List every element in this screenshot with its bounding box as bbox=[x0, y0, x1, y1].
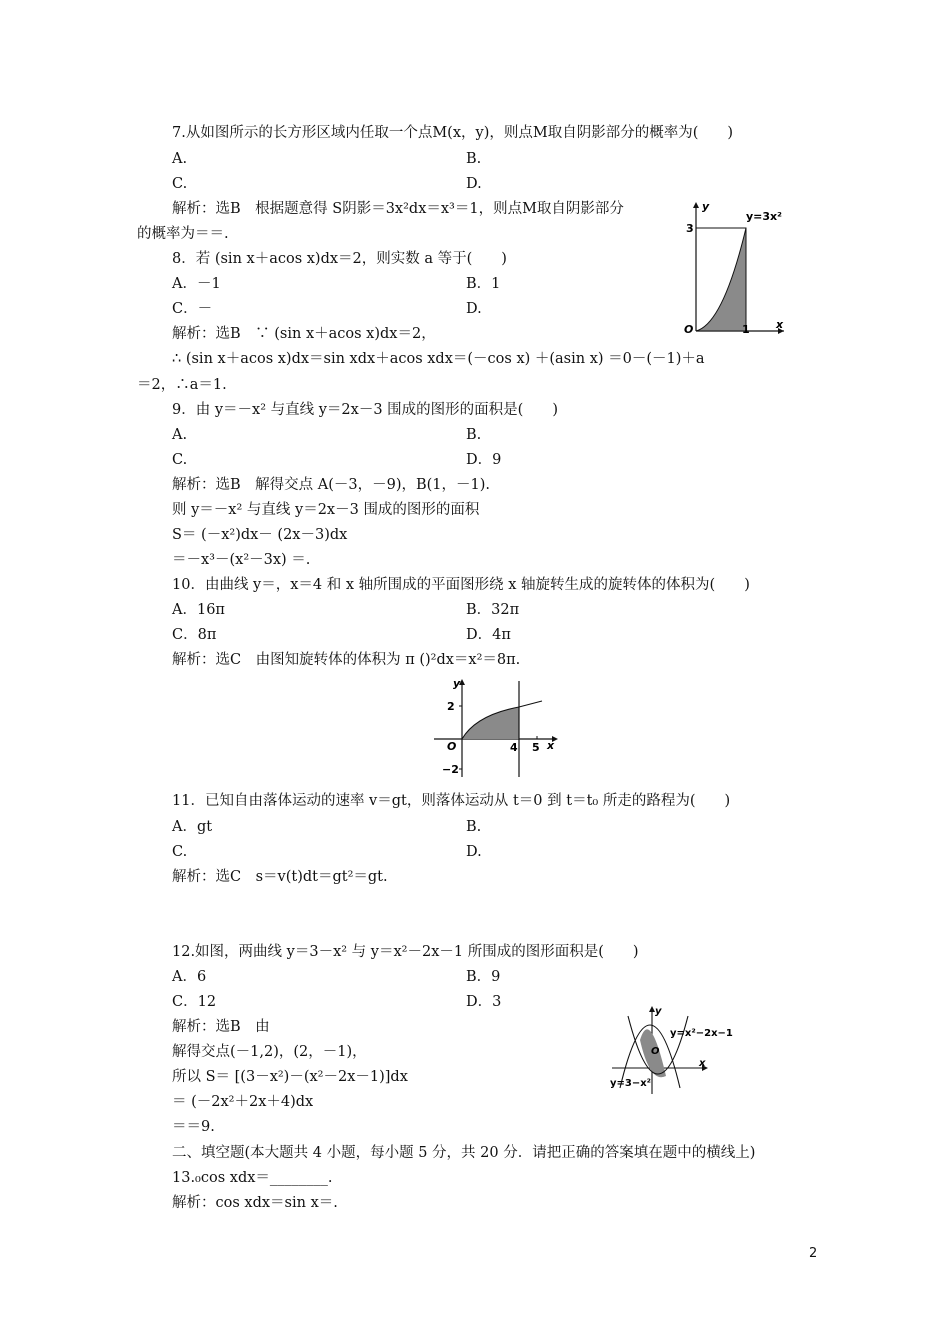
q8-option-d: D. bbox=[466, 301, 482, 317]
q9-solution-line4: ＝－x³－(x²－3x) ＝. bbox=[172, 552, 311, 568]
q12-solution-line2: 解得交点(－1,2)，(2，－1)， bbox=[172, 1044, 367, 1060]
q12-option-c: C．12 bbox=[172, 994, 217, 1010]
q10-figure bbox=[428, 675, 564, 779]
q12-option-d: D．3 bbox=[466, 994, 502, 1010]
q8-solution-line2: ∴ (sin x＋acos x)dx＝sin xdx＋acos xdx＝(－cos x) ＋(asin x) ＝0－(－1)＋a bbox=[172, 351, 705, 367]
q8-solution-line3: ＝2，∴a＝1. bbox=[137, 377, 227, 393]
q12-x-label: x bbox=[699, 1058, 706, 1069]
q12-curve2-label: y=3−x² bbox=[610, 1078, 652, 1089]
q12-solution-line4: ＝ (－2x²＋2x＋4)dx bbox=[172, 1094, 314, 1110]
q12-option-b: B．9 bbox=[466, 969, 501, 985]
q11-option-a: A．gt bbox=[172, 819, 213, 835]
q9-stem: 9．由 y＝－x² 与直线 y＝2x－3 围成的图形的面积是( ) bbox=[172, 402, 558, 418]
q7-tick-1: 1 bbox=[742, 323, 750, 336]
q12-option-a: A．6 bbox=[172, 969, 207, 985]
q10-option-d: D．4π bbox=[466, 627, 511, 643]
q9-solution-line2: 则 y＝－x² 与直线 y＝2x－3 围成的图形的面积 bbox=[172, 502, 480, 518]
q10-stem: 10．由曲线 y＝，x＝4 和 x 轴所围成的平面图形绕 x 轴旋转生成的旋转体的体积为( ) bbox=[172, 577, 750, 593]
q8-option-c: C．－ bbox=[172, 301, 213, 317]
q10-tick-5: 5 bbox=[532, 741, 540, 754]
q12-y-label: y bbox=[655, 1006, 662, 1017]
q9-option-b: B. bbox=[466, 427, 482, 443]
q10-option-b: B．32π bbox=[466, 602, 520, 618]
q10-tick-2: 2 bbox=[447, 700, 455, 713]
q12-curve1-label: y=x²−2x−1 bbox=[670, 1028, 733, 1039]
q9-option-a: A. bbox=[172, 427, 188, 443]
q7-figure bbox=[678, 196, 790, 338]
q7-x-label: x bbox=[776, 318, 784, 331]
q8-option-a: A．－1 bbox=[172, 276, 221, 292]
q12-solution-line1: 解析：选B 由 bbox=[172, 1019, 270, 1035]
q9-solution-line3: S＝ (－x²)dx－ (2x－3)dx bbox=[172, 527, 348, 543]
q13-solution-line1: 解析：cos xdx＝sin x＝. bbox=[172, 1195, 338, 1211]
q11-stem: 11．已知自由落体运动的速率 v＝gt，则落体运动从 t＝0 到 t＝t₀ 所走的路程为( ) bbox=[172, 793, 731, 809]
q11-option-c: C. bbox=[172, 844, 188, 860]
q7-origin-label: O bbox=[684, 323, 694, 336]
q7-option-d: D. bbox=[466, 176, 482, 192]
q10-y-label: y bbox=[453, 677, 461, 690]
q11-option-b: B. bbox=[466, 819, 482, 835]
q7-option-a: A. bbox=[172, 151, 188, 167]
q7-y-arrow bbox=[693, 202, 699, 208]
q7-solution-line2: 的概率为＝＝. bbox=[137, 226, 229, 242]
q12-figure bbox=[606, 1002, 738, 1098]
q10-option-c: C．8π bbox=[172, 627, 217, 643]
q7-option-b: B. bbox=[466, 151, 482, 167]
q10-solution-line1: 解析：选C 由图知旋转体的体积为 π ()²dx＝x²＝8π. bbox=[172, 652, 521, 668]
q7-solution-line1: 解析：选B 根据题意得 S阴影＝3x²dx＝x³＝1，则点M取自阴影部分 bbox=[172, 201, 624, 217]
q10-tick-4: 4 bbox=[510, 741, 518, 754]
q10-origin-label: O bbox=[447, 740, 457, 753]
q10-x-label: x bbox=[547, 739, 555, 752]
q7-shaded-region bbox=[696, 228, 746, 331]
q13-stem: 13.₀cos xdx＝________. bbox=[172, 1170, 333, 1186]
q7-stem: 7.从如图所示的长方形区域内任取一个点M(x，y)，则点M取自阴影部分的概率为( ) bbox=[172, 125, 734, 141]
q11-option-d: D. bbox=[466, 844, 482, 860]
q10-tick-neg2: −2 bbox=[442, 763, 459, 776]
q7-tick-3: 3 bbox=[686, 222, 694, 235]
q12-stem: 12.如图，两曲线 y＝3－x² 与 y＝x²－2x－1 所围成的图形面积是( ) bbox=[172, 944, 639, 960]
q8-option-b: B．1 bbox=[466, 276, 501, 292]
page-number: 2 bbox=[809, 1246, 818, 1261]
section-2-heading: 二、填空题(本大题共 4 小题，每小题 5 分，共 20 分．请把正确的答案填在题中的横线上) bbox=[172, 1145, 756, 1161]
q12-origin-label: O bbox=[651, 1046, 660, 1057]
q11-solution-line1: 解析：选C s＝v(t)dt＝gt²＝gt. bbox=[172, 869, 388, 885]
q7-y-label: y bbox=[702, 200, 710, 213]
q7-curve-label: y=3x² bbox=[746, 210, 782, 223]
q7-option-c: C. bbox=[172, 176, 188, 192]
q10-option-a: A．16π bbox=[172, 602, 225, 618]
q9-option-d: D．9 bbox=[466, 452, 502, 468]
q10-shaded-region bbox=[462, 707, 519, 739]
q12-solution-line3: 所以 S＝ [(3－x²)－(x²－2x－1)]dx bbox=[172, 1069, 408, 1085]
q8-stem: 8．若 (sin x＋acos x)dx＝2，则实数 a 等于( ) bbox=[172, 251, 507, 267]
q8-solution-line1: 解析：选B ∵ (sin x＋acos x)dx＝2， bbox=[172, 326, 436, 342]
q9-solution-line1: 解析：选B 解得交点 A(－3，－9)，B(1，－1). bbox=[172, 477, 491, 493]
q12-solution-line5: ＝＝9. bbox=[172, 1119, 215, 1135]
q9-option-c: C. bbox=[172, 452, 188, 468]
